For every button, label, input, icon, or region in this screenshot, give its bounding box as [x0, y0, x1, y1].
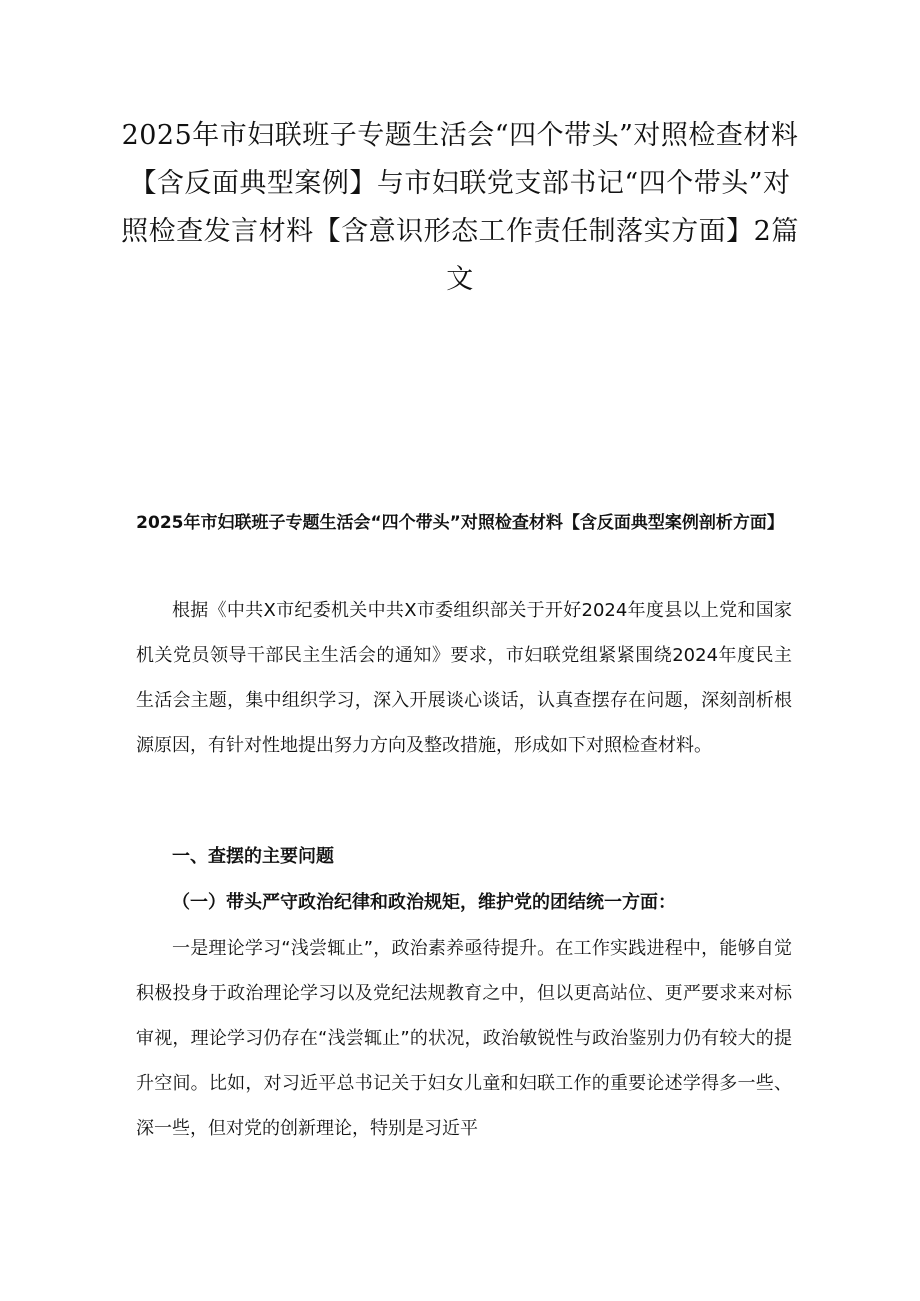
section-title: 2025年市妇联班子专题生活会“四个带头”对照检查材料【含反面典型案例剖析方面】 [136, 513, 784, 533]
heading-level-2: （一）带头严守政治纪律和政治规矩，维护党的团结统一方面： [172, 892, 676, 913]
body-paragraph: 一是理论学习“浅尝辄止”，政治素养亟待提升。在工作实践进程中，能够自觉积极投身于政治理论学习以及党纪法规教育之中，但以更高站位、更严要求来对标审视，理论学习仍存在“浅尝辄止”的状况，政治敏锐性与政治鉴别力仍有较大的提升空间。比如，对习近平总书记关于妇女儿童和妇联工作的重要论述学得多一些、深一些，但对党的创新理论，特别是习近平 [136, 938, 792, 1139]
intro-paragraph: 根据《中共X市纪委机关中共X市委组织部关于开好2024年度县以上党和国家机关党员领导干部民主生活会的通知》要求，市妇联党组紧紧围绕2024年度民主生活会主题，集中组织学习，深入开展谈心谈话，认真查摆存在问题，深刻剖析根源原因，有针对性地提出努力方向及整改措施，形成如下对照检查材料。 [136, 600, 792, 756]
heading-level-1: 一、查摆的主要问题 [172, 846, 334, 867]
document-main-title: 2025年市妇联班子专题生活会“四个带头”对照检查材料【含反面典型案例】与市妇联党支部书记“四个带头”对照检查发言材料【含意识形态工作责任制落实方面】2篇文 [121, 120, 799, 295]
